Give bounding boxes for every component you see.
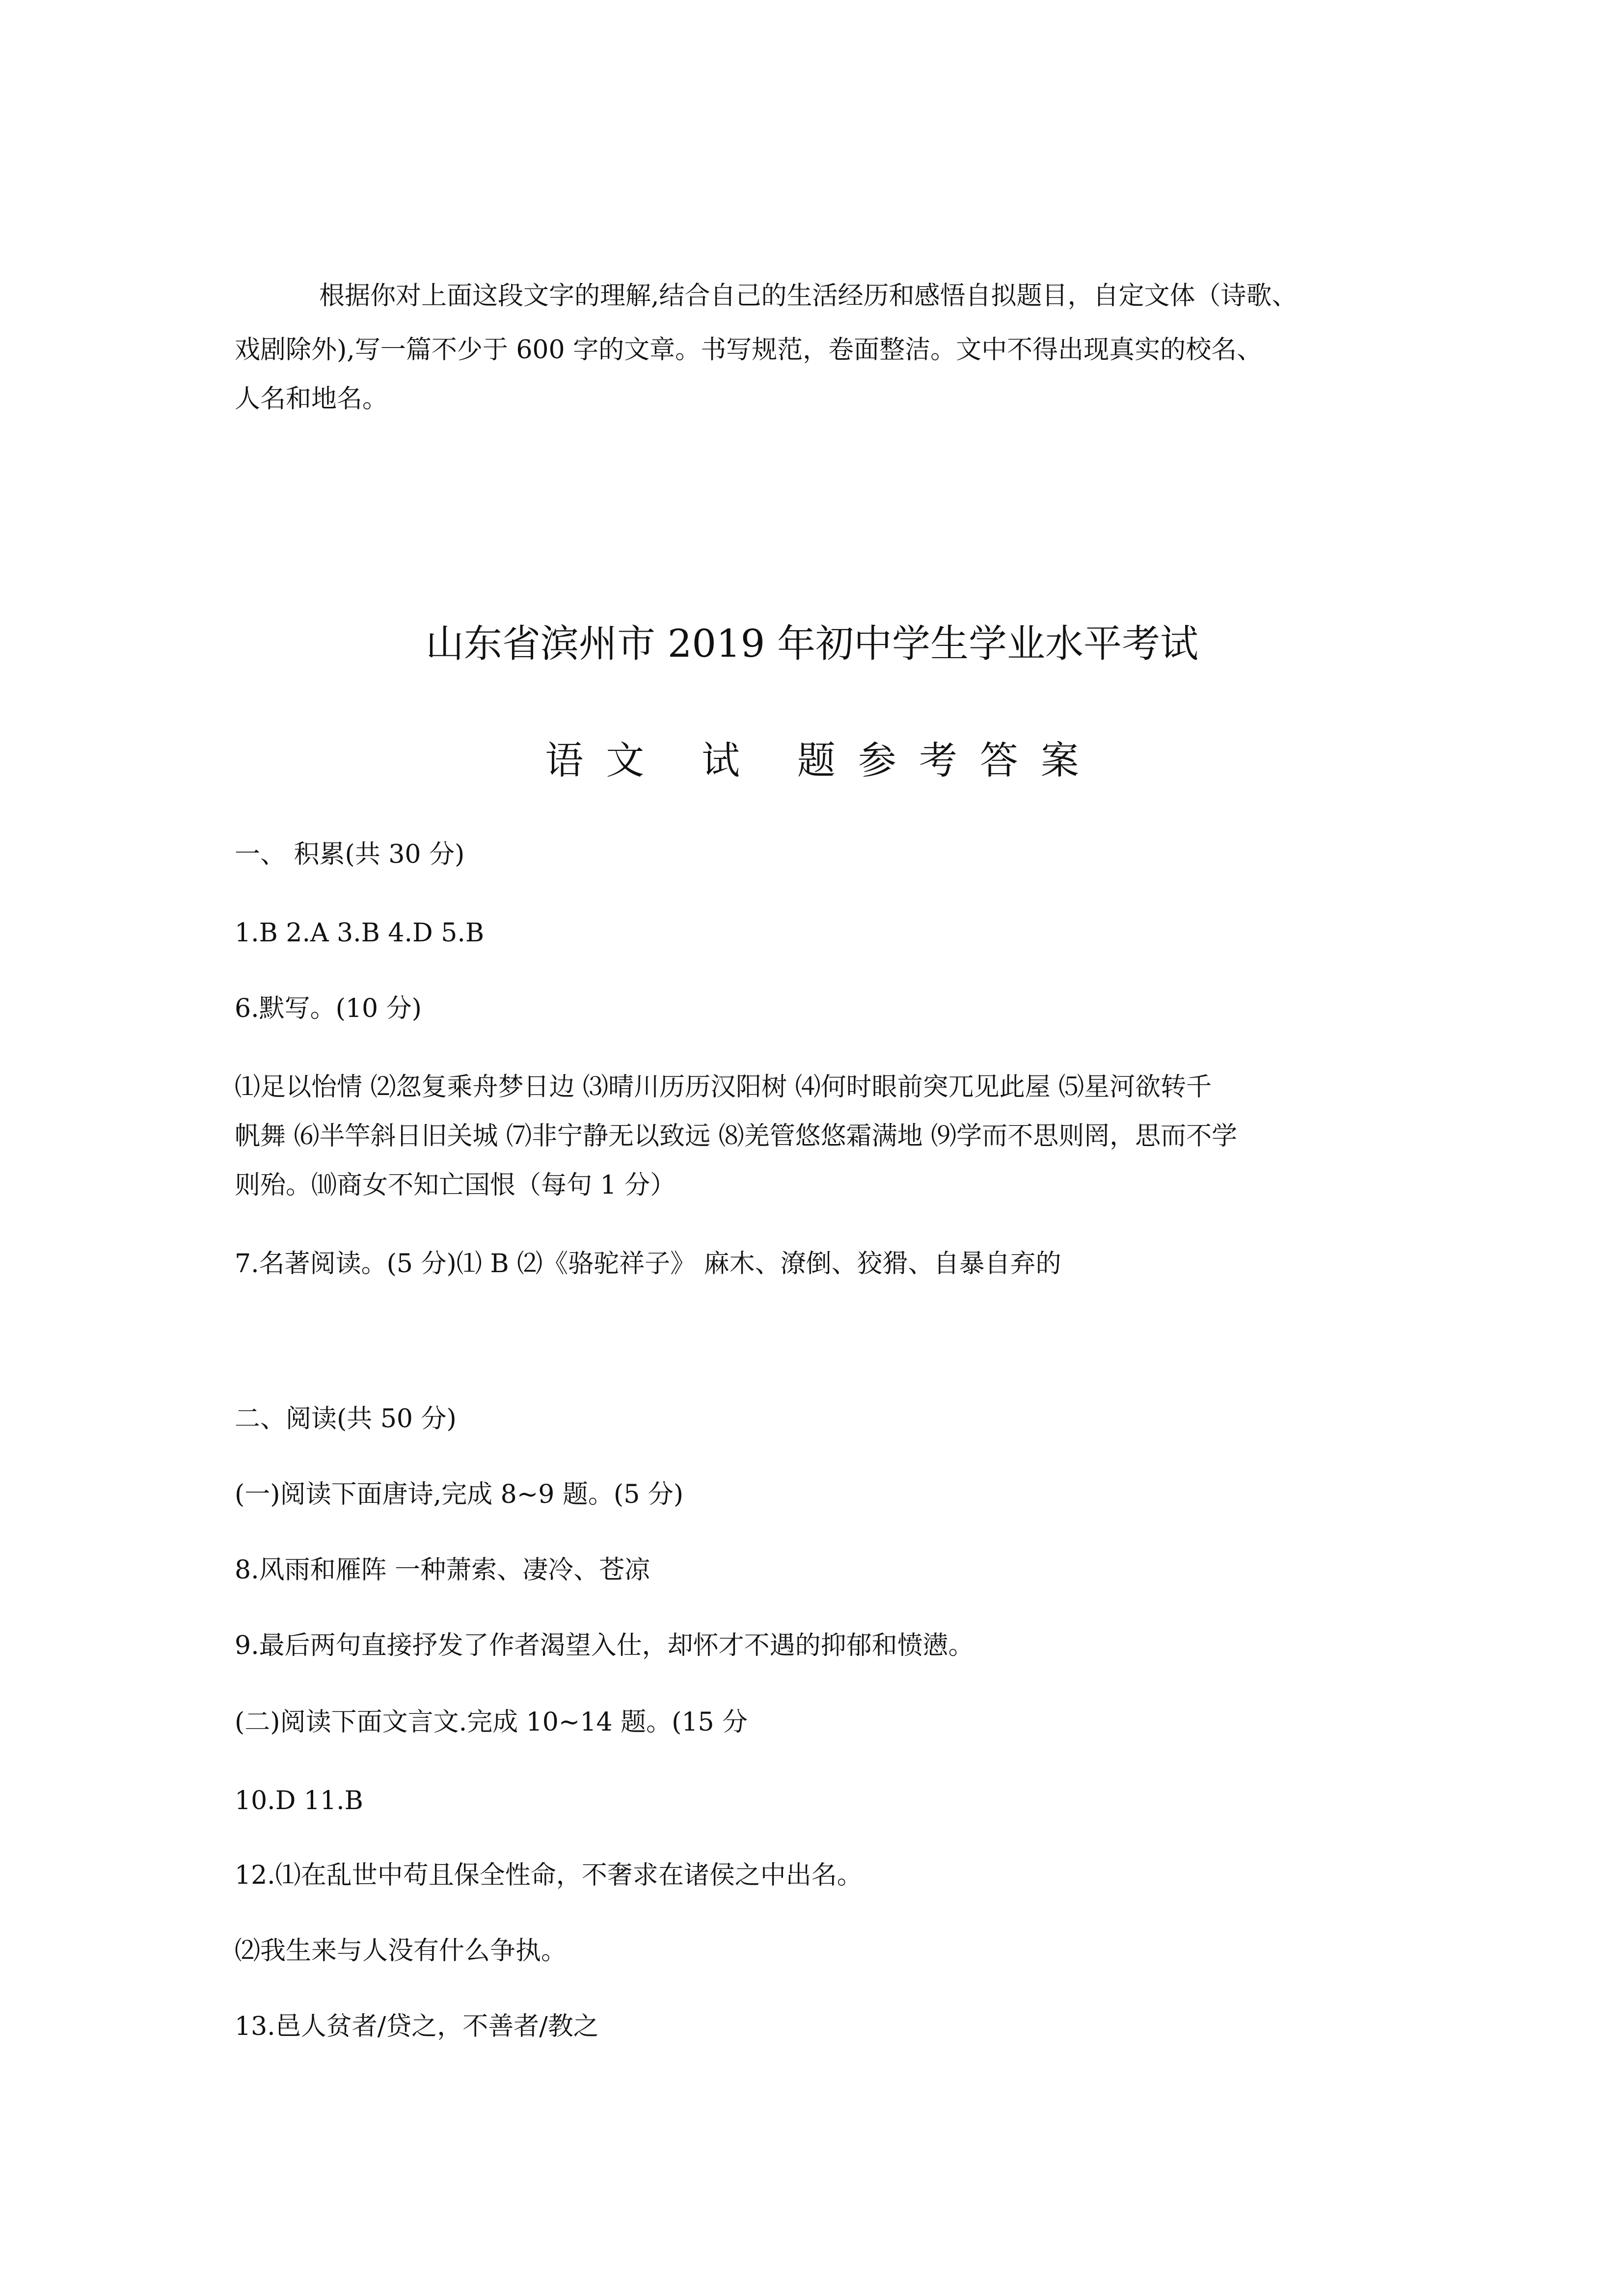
question-6-heading: 6.默写。(10 分): [235, 994, 422, 1023]
question-9: 9.最后两句直接抒发了作者渴望入仕，却怀才不遇的抑郁和愤懑。: [235, 1631, 974, 1660]
question-8: 8.风雨和雁阵 一种萧索、凄冷、苍凉: [235, 1555, 650, 1585]
question-12-part-2: ⑵我生来与人没有什么争执。: [235, 1936, 567, 1966]
question-13: 13.邑人贫者/贷之，不善者/教之: [235, 2012, 599, 2041]
question-6-line-2: 帆舞 ⑹半竿斜日旧关城 ⑺非宁静无以致远 ⑻羌管悠悠霜满地 ⑼学而不思则罔，思而不学: [235, 1121, 1238, 1151]
document-subtitle: 语文 试 题参考答案: [545, 739, 1102, 783]
part-1-heading: (一)阅读下面唐诗,完成 8~9 题。(5 分): [235, 1480, 684, 1509]
essay-prompt-line-1: 根据你对上面这段文字的理解,结合自己的生活经历和感悟自拟题目，自定文体（诗歌、: [319, 281, 1298, 311]
question-6-line-3: 则殆。⑽商女不知亡国恨（每句 1 分）: [235, 1171, 676, 1200]
answers-1-5: 1.B 2.A 3.B 4.D 5.B: [235, 918, 485, 948]
section-1-heading: 一、 积累(共 30 分): [235, 840, 465, 869]
essay-prompt-line-2: 戏剧除外),写一篇不少于 600 字的文章。书写规范，卷面整洁。文中不得出现真实的校名、: [235, 335, 1263, 365]
question-6-line-1: ⑴足以怡情 ⑵忽复乘舟梦日边 ⑶晴川历历汉阳树 ⑷何时眼前突兀见此屋 ⑸星河欲转千: [235, 1072, 1212, 1102]
question-12-part-1: 12.⑴在乱世中苟且保全性命，不奢求在诸侯之中出名。: [235, 1861, 863, 1890]
question-7: 7.名著阅读。(5 分)⑴ B ⑵《骆驼祥子》 麻木、潦倒、狡猾、自暴自弃的: [235, 1249, 1061, 1279]
essay-prompt-line-3: 人名和地名。: [235, 384, 388, 414]
answers-10-11: 10.D 11.B: [235, 1786, 363, 1815]
part-2-heading: (二)阅读下面文言文.完成 10~14 题。(15 分: [235, 1708, 748, 1737]
document-title: 山东省滨州市 2019 年初中学生学业水平考试: [425, 622, 1199, 666]
section-2-heading: 二、阅读(共 50 分): [235, 1404, 457, 1434]
